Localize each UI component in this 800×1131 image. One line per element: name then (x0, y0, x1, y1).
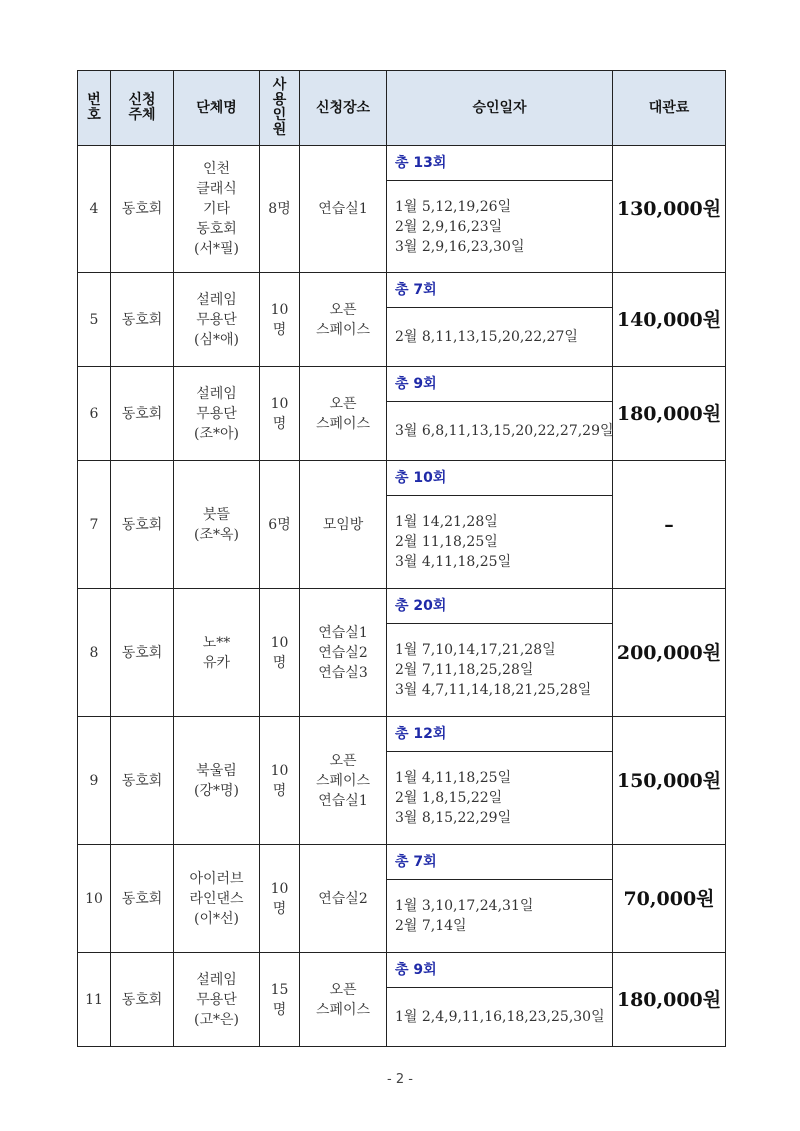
approved-dates (387, 402, 612, 460)
table-row (78, 717, 726, 845)
cell-group (174, 845, 260, 953)
header-fee: 대관료 (613, 71, 726, 146)
cell-line: 연습실2 (318, 644, 368, 661)
cell-line: 클래식 (196, 181, 237, 197)
cell-line: 모임방 (322, 516, 364, 533)
date-line: 1월 7,10,14,17,21,28일 (395, 642, 556, 658)
cell-line: 10 (270, 762, 289, 779)
cell-group (174, 273, 260, 367)
cell-subject: 동호회 (111, 367, 174, 461)
header-people: 사 용 인 원 (260, 71, 300, 146)
cell-line: 오픈 (329, 981, 357, 998)
cell-dates (387, 589, 613, 717)
cell-people (260, 146, 300, 273)
cell-line: 오픈 (329, 395, 357, 412)
table-row (78, 461, 726, 589)
cell-people (260, 589, 300, 717)
cell-no: 6 (78, 367, 111, 461)
date-line: 1월 5,12,19,26일 (395, 198, 512, 215)
cell-no: 7 (78, 461, 111, 589)
cell-dates (387, 367, 613, 461)
cell-line: (고*은) (194, 1011, 239, 1028)
cell-no: 10 (78, 845, 111, 953)
cell-line: 노** (202, 634, 231, 651)
cell-people (260, 717, 300, 845)
cell-line: 명 (272, 1001, 287, 1018)
header-no: 번 호 (78, 71, 111, 146)
cell-place (300, 273, 387, 367)
cell-line: 무용단 (196, 311, 237, 328)
cell-place (300, 845, 387, 953)
cell-dates (387, 273, 613, 367)
total-count: 총 9회 (387, 367, 612, 402)
cell-line: 10 (270, 880, 289, 897)
cell-place (300, 146, 387, 273)
cell-line: 연습실1 (318, 624, 368, 641)
cell-line: 유카 (202, 654, 231, 671)
table-row (78, 953, 726, 1047)
cell-fee: 180,000원 (613, 953, 726, 1047)
cell-group (174, 146, 260, 273)
cell-subject: 동호회 (111, 273, 174, 367)
header-group: 단체명 (174, 71, 260, 146)
cell-subject: 동호회 (111, 845, 174, 953)
cell-fee: 150,000원 (613, 717, 726, 845)
cell-no: 8 (78, 589, 111, 717)
cell-people (260, 953, 300, 1047)
cell-dates (387, 717, 613, 845)
cell-subject: 동호회 (111, 461, 174, 589)
cell-line: (조*아) (194, 425, 239, 442)
approved-dates (387, 624, 612, 716)
cell-subject: 동호회 (111, 953, 174, 1047)
approved-dates (387, 988, 612, 1046)
cell-fee: 200,000원 (613, 589, 726, 717)
cell-line: 명 (272, 900, 287, 917)
cell-people (260, 845, 300, 953)
cell-group (174, 461, 260, 589)
cell-fee: 70,000원 (613, 845, 726, 953)
date-line: 1월 4,11,18,25일 (395, 770, 512, 786)
cell-line: 연습실3 (318, 664, 368, 681)
total-count: 총 7회 (387, 273, 612, 308)
cell-line: 오픈 (329, 301, 357, 318)
cell-subject: 동호회 (111, 146, 174, 273)
date-line: 1월 3,10,17,24,31일 (395, 898, 534, 914)
date-line: 3월 2,9,16,23,30일 (395, 238, 525, 255)
cell-line: 10 (270, 301, 289, 318)
cell-line: 스페이스 (315, 1001, 371, 1018)
cell-place (300, 717, 387, 845)
cell-line: 북울림 (196, 762, 237, 779)
approved-dates (387, 752, 612, 844)
cell-line: 명 (272, 654, 287, 671)
cell-group (174, 717, 260, 845)
date-line: 1월 2,4,9,11,16,18,23,25,30일 (395, 1009, 605, 1025)
cell-line: 10 (270, 395, 289, 412)
cell-place (300, 461, 387, 589)
total-count: 총 9회 (387, 953, 612, 988)
date-line: 2월 11,18,25일 (395, 534, 498, 550)
rental-table (77, 70, 726, 1047)
date-line: 3월 6,8,11,13,15,20,22,27,29일 (395, 423, 614, 439)
table-row (78, 273, 726, 367)
cell-fee: 140,000원 (613, 273, 726, 367)
cell-line: 기타 (202, 201, 231, 217)
cell-line: 설레임 (196, 291, 237, 308)
cell-no: 11 (78, 953, 111, 1047)
table-row (78, 845, 726, 953)
cell-line: 동호회 (196, 221, 237, 237)
cell-fee: – (613, 461, 726, 589)
table-row (78, 367, 726, 461)
cell-no: 5 (78, 273, 111, 367)
cell-line: 스페이스 (315, 772, 371, 789)
cell-subject: 동호회 (111, 717, 174, 845)
cell-fee: 130,000원 (613, 146, 726, 273)
cell-dates (387, 461, 613, 589)
cell-line: 아이러브 (189, 870, 244, 887)
cell-fee: 180,000원 (613, 367, 726, 461)
cell-line: 15 (270, 981, 289, 998)
table-row (78, 146, 726, 273)
approved-dates (387, 308, 612, 366)
cell-group (174, 953, 260, 1047)
cell-line: 명 (272, 415, 287, 432)
document-page (77, 70, 725, 1047)
date-line: 2월 2,9,16,23일 (395, 218, 503, 235)
cell-group (174, 589, 260, 717)
cell-line: (조*옥) (194, 526, 239, 543)
date-line: 1월 14,21,28일 (395, 514, 498, 530)
cell-line: 무용단 (196, 991, 237, 1008)
header-dates: 승인일자 (387, 71, 613, 146)
header-subject: 신청 주체 (111, 71, 174, 146)
cell-line: 설레임 (196, 385, 237, 402)
cell-line: (이*선) (194, 910, 239, 927)
cell-line: (서*필) (194, 241, 239, 257)
approved-dates (387, 496, 612, 588)
cell-line: 10 (270, 634, 289, 651)
cell-place (300, 367, 387, 461)
cell-line: 설레임 (196, 971, 237, 988)
cell-people (260, 273, 300, 367)
cell-no: 4 (78, 146, 111, 273)
page-number: - 2 - (387, 1072, 413, 1087)
cell-group (174, 367, 260, 461)
cell-line: (강*명) (194, 782, 239, 799)
total-count: 총 10회 (387, 461, 612, 496)
table-row (78, 589, 726, 717)
total-count: 총 7회 (387, 845, 612, 880)
cell-dates (387, 146, 613, 273)
cell-people (260, 367, 300, 461)
date-line: 2월 7,14일 (395, 918, 467, 934)
cell-no: 9 (78, 717, 111, 845)
total-count: 총 13회 (387, 146, 612, 181)
cell-line: 오픈 (329, 752, 357, 769)
cell-line: 연습실1 (318, 792, 368, 809)
cell-line: 붓뜰 (202, 506, 231, 523)
date-line: 2월 8,11,13,15,20,22,27일 (395, 329, 578, 345)
cell-line: 연습실1 (318, 201, 368, 217)
date-line: 3월 8,15,22,29일 (395, 810, 512, 826)
approved-dates (387, 880, 612, 952)
date-line: 3월 4,7,11,14,18,21,25,28일 (395, 682, 592, 698)
date-line: 3월 4,11,18,25일 (395, 554, 512, 570)
cell-line: 명 (272, 782, 287, 799)
cell-people (260, 461, 300, 589)
cell-place (300, 589, 387, 717)
date-line: 2월 1,8,15,22일 (395, 790, 503, 806)
cell-dates (387, 845, 613, 953)
cell-line: (심*애) (194, 331, 239, 348)
cell-place (300, 953, 387, 1047)
cell-line: 연습실2 (318, 890, 368, 907)
cell-dates (387, 953, 613, 1047)
cell-line: 8명 (268, 201, 291, 217)
header-row (78, 71, 726, 146)
total-count: 총 12회 (387, 717, 612, 752)
approved-dates (387, 181, 612, 272)
cell-line: 명 (272, 321, 287, 338)
date-line: 2월 7,11,18,25,28일 (395, 662, 534, 678)
cell-line: 스페이스 (315, 321, 371, 338)
cell-subject: 동호회 (111, 589, 174, 717)
cell-line: 무용단 (196, 405, 237, 422)
header-place: 신청장소 (300, 71, 387, 146)
cell-line: 6명 (268, 516, 291, 533)
cell-line: 인천 (202, 161, 231, 177)
cell-line: 스페이스 (315, 415, 371, 432)
total-count: 총 20회 (387, 589, 612, 624)
cell-line: 라인댄스 (189, 890, 244, 907)
